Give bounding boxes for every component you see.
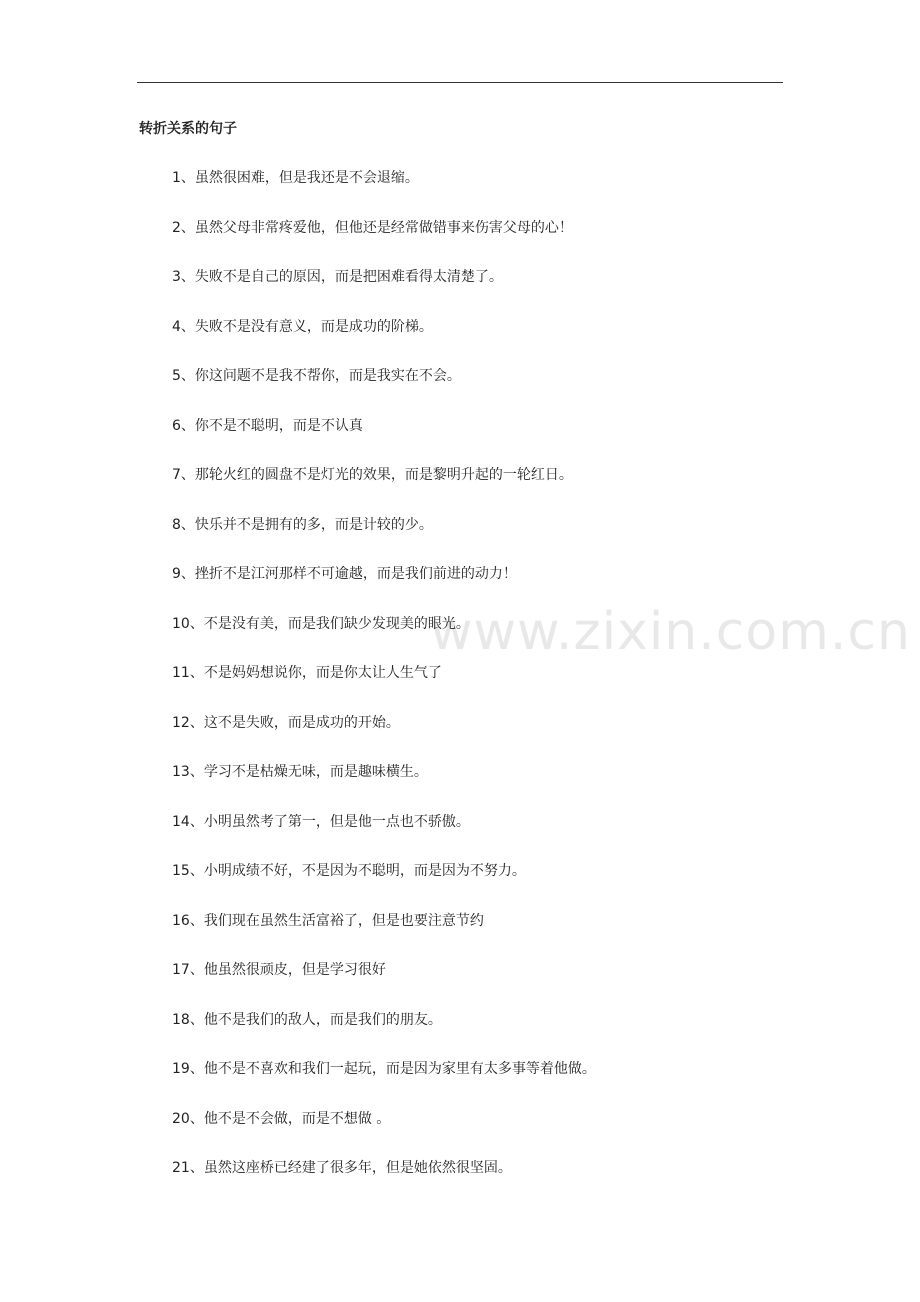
sentence-item: 19、他不是不喜欢和我们一起玩，而是因为家里有太多事等着他做。 xyxy=(172,1061,596,1077)
sentence-item: 13、学习不是枯燥无味，而是趣味横生。 xyxy=(172,764,428,780)
top-rule xyxy=(137,82,783,83)
sentence-item: 20、他不是不会做，而是不想做 。 xyxy=(172,1111,391,1127)
sentence-item: 1、虽然很困难，但是我还是不会退缩。 xyxy=(172,170,419,186)
sentence-item: 11、不是妈妈想说你，而是你太让人生气了 xyxy=(172,665,442,681)
sentence-item: 9、挫折不是江河那样不可逾越，而是我们前进的动力！ xyxy=(172,566,517,582)
sentence-item: 3、失败不是自己的原因，而是把困难看得太清楚了。 xyxy=(172,269,503,285)
sentence-item: 2、虽然父母非常疼爱他，但他还是经常做错事来伤害父母的心！ xyxy=(172,220,573,236)
sentence-item: 18、他不是我们的敌人，而是我们的朋友。 xyxy=(172,1012,442,1028)
sentence-item: 4、失败不是没有意义，而是成功的阶梯。 xyxy=(172,319,433,335)
sentence-item: 16、我们现在虽然生活富裕了，但是也要注意节约 xyxy=(172,913,484,929)
watermark: www.zixin.com.cn xyxy=(430,602,911,662)
sentence-item: 7、那轮火红的圆盘不是灯光的效果，而是黎明升起的一轮红日。 xyxy=(172,467,573,483)
sentence-item: 12、这不是失败，而是成功的开始。 xyxy=(172,715,400,731)
sentence-item: 10、不是没有美，而是我们缺少发现美的眼光。 xyxy=(172,616,470,632)
sentence-item: 6、你不是不聪明，而是不认真 xyxy=(172,418,363,434)
sentence-item: 5、你这问题不是我不帮你，而是我实在不会。 xyxy=(172,368,461,384)
sentence-item: 21、虽然这座桥已经建了很多年，但是她依然很坚固。 xyxy=(172,1160,512,1176)
sentence-item: 8、快乐并不是拥有的多，而是计较的少。 xyxy=(172,517,433,533)
sentence-item: 17、他虽然很顽皮，但是学习很好 xyxy=(172,962,386,978)
page-title: 转折关系的句子 xyxy=(139,121,237,137)
sentence-item: 15、小明成绩不好，不是因为不聪明，而是因为不努力。 xyxy=(172,863,526,879)
sentence-item: 14、小明虽然考了第一，但是他一点也不骄傲。 xyxy=(172,814,470,830)
